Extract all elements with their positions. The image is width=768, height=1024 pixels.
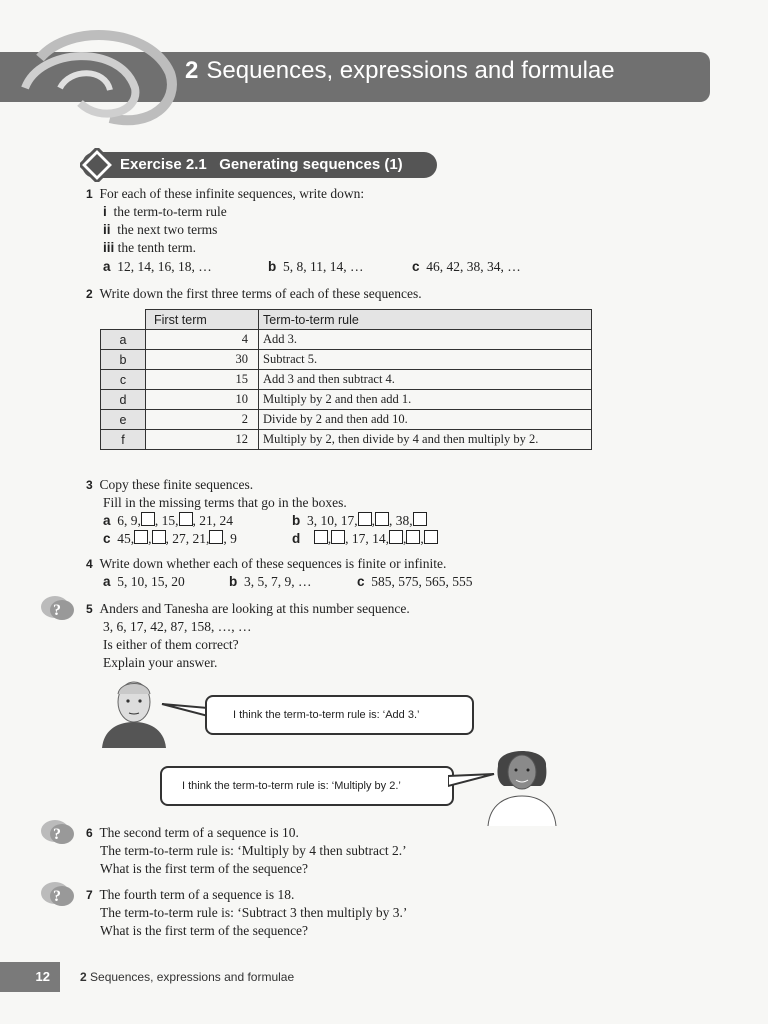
column-header-first-term: First term	[146, 310, 259, 330]
q4-part-c: c 585, 575, 565, 555	[357, 574, 473, 589]
q3-instruction: Fill in the missing terms that go in the boxes.	[103, 495, 347, 510]
question-1	[86, 185, 364, 203]
question-2	[86, 285, 422, 303]
exercise-title: Generating sequences (1)	[219, 156, 403, 173]
answer-box	[389, 530, 403, 544]
svg-text:?: ?	[53, 888, 61, 905]
table-row: f 12 Multiply by 2, then divide by 4 and then multiply by 2.	[101, 430, 592, 450]
q1-part-b: b 5, 8, 11, 14, …	[268, 259, 364, 274]
discussion-bubble-icon	[40, 818, 76, 846]
q6-line: What is the first term of the sequence?	[100, 861, 309, 876]
column-header-rule: Term-to-term rule	[259, 310, 592, 330]
question-4: 4 Write down whether each of these sequences is finite or infinite.	[86, 556, 447, 571]
q1-part-a: a 12, 14, 16, 18, …	[103, 259, 212, 274]
discussion-bubble-icon	[40, 880, 76, 908]
answer-box	[406, 530, 420, 544]
exercise-label: Exercise 2.1	[120, 156, 207, 173]
svg-text:?: ?	[53, 826, 61, 843]
exercise-banner	[82, 152, 437, 178]
discussion-bubble-icon	[40, 594, 76, 622]
girl-illustration	[486, 746, 558, 826]
answer-box	[141, 512, 155, 526]
answer-box	[413, 512, 427, 526]
chapter-title-text: Sequences, expressions and formulae	[206, 57, 615, 84]
page-number-tab	[0, 962, 60, 992]
q1-item-ii: ii the next two terms	[103, 222, 218, 237]
q4-part-b: b 3, 5, 7, 9, …	[229, 574, 312, 589]
answer-box	[424, 530, 438, 544]
question-5: 5 Anders and Tanesha are looking at this number sequence.	[86, 601, 410, 616]
answer-box	[134, 530, 148, 544]
question-text: For each of these infinite sequences, write down:	[99, 186, 365, 201]
question-number: 4	[86, 557, 93, 571]
footer-chapter	[80, 970, 294, 984]
q4-part-a: a 5, 10, 15, 20	[103, 574, 185, 589]
question-number: 1	[86, 187, 93, 201]
q3-part-d: d , , 17, 14, , ,	[292, 530, 438, 548]
answer-box	[209, 530, 223, 544]
swirl-logo-icon	[0, 18, 200, 138]
question-number: 5	[86, 602, 93, 616]
question-number: 2	[86, 287, 93, 301]
table-row: e 2 Divide by 2 and then add 10.	[101, 410, 592, 430]
footer-chapter-title: Sequences, expressions and formulae	[90, 970, 295, 984]
q5-line: Is either of them correct?	[103, 637, 239, 652]
chapter-title	[185, 57, 615, 85]
question-number: 6	[86, 826, 93, 840]
answer-box	[375, 512, 389, 526]
question-3: 3 Copy these finite sequences.	[86, 477, 254, 492]
question-number: 3	[86, 478, 93, 492]
q7-line: What is the first term of the sequence?	[100, 923, 309, 938]
question-number: 7	[86, 888, 93, 902]
speech-pointer	[160, 700, 210, 720]
answer-box	[331, 530, 345, 544]
bubble-text: I think the term-to-term rule is: ‘Add 3.’	[233, 709, 420, 721]
table-row: a 4 Add 3.	[101, 330, 592, 350]
answer-box	[152, 530, 166, 544]
q5-sequence: 3, 6, 17, 42, 87, 158, …, …	[103, 619, 252, 634]
q1-part-c: c 46, 42, 38, 34, …	[412, 259, 521, 274]
diamond-icon	[80, 148, 114, 182]
sequence-rules-table	[100, 309, 592, 450]
table-header-row	[101, 310, 592, 330]
q3-part-c: c 45, , , 27, 21, , 9	[103, 531, 237, 546]
question-text: Write down the first three terms of each of these sequences.	[99, 286, 422, 301]
speech-bubble-anders	[205, 695, 474, 735]
q7-line: The term-to-term rule is: ‘Subtract 3 then multiply by 3.’	[100, 905, 408, 920]
table-row: d 10 Multiply by 2 and then add 1.	[101, 390, 592, 410]
answer-box	[358, 512, 372, 526]
footer-chapter-number: 2	[80, 970, 87, 984]
q3-part-a: a 6, 9, , 15, , 21, 24	[103, 513, 234, 528]
q3-part-b: b 3, 10, 17, , , 38,	[292, 512, 427, 530]
q6-line: The term-to-term rule is: ‘Multiply by 4 then subtract 2.’	[100, 843, 407, 858]
q1-item-iii: iii the tenth term.	[103, 240, 196, 255]
question-6: 6 The second term of a sequence is 10.	[86, 825, 299, 840]
page-number: 12	[35, 969, 50, 984]
chapter-number: 2	[185, 57, 199, 84]
answer-box	[314, 530, 328, 544]
q1-item-i: i the term-to-term rule	[103, 204, 227, 219]
answer-box	[179, 512, 193, 526]
speech-bubble-tanesha	[160, 766, 454, 806]
bubble-text: I think the term-to-term rule is: ‘Multiply by 2.’	[182, 780, 401, 792]
question-7: 7 The fourth term of a sequence is 18.	[86, 887, 295, 902]
svg-text:?: ?	[53, 602, 61, 619]
table-row: c 15 Add 3 and then subtract 4.	[101, 370, 592, 390]
table-row: b 30 Subtract 5.	[101, 350, 592, 370]
q5-line: Explain your answer.	[103, 655, 218, 670]
